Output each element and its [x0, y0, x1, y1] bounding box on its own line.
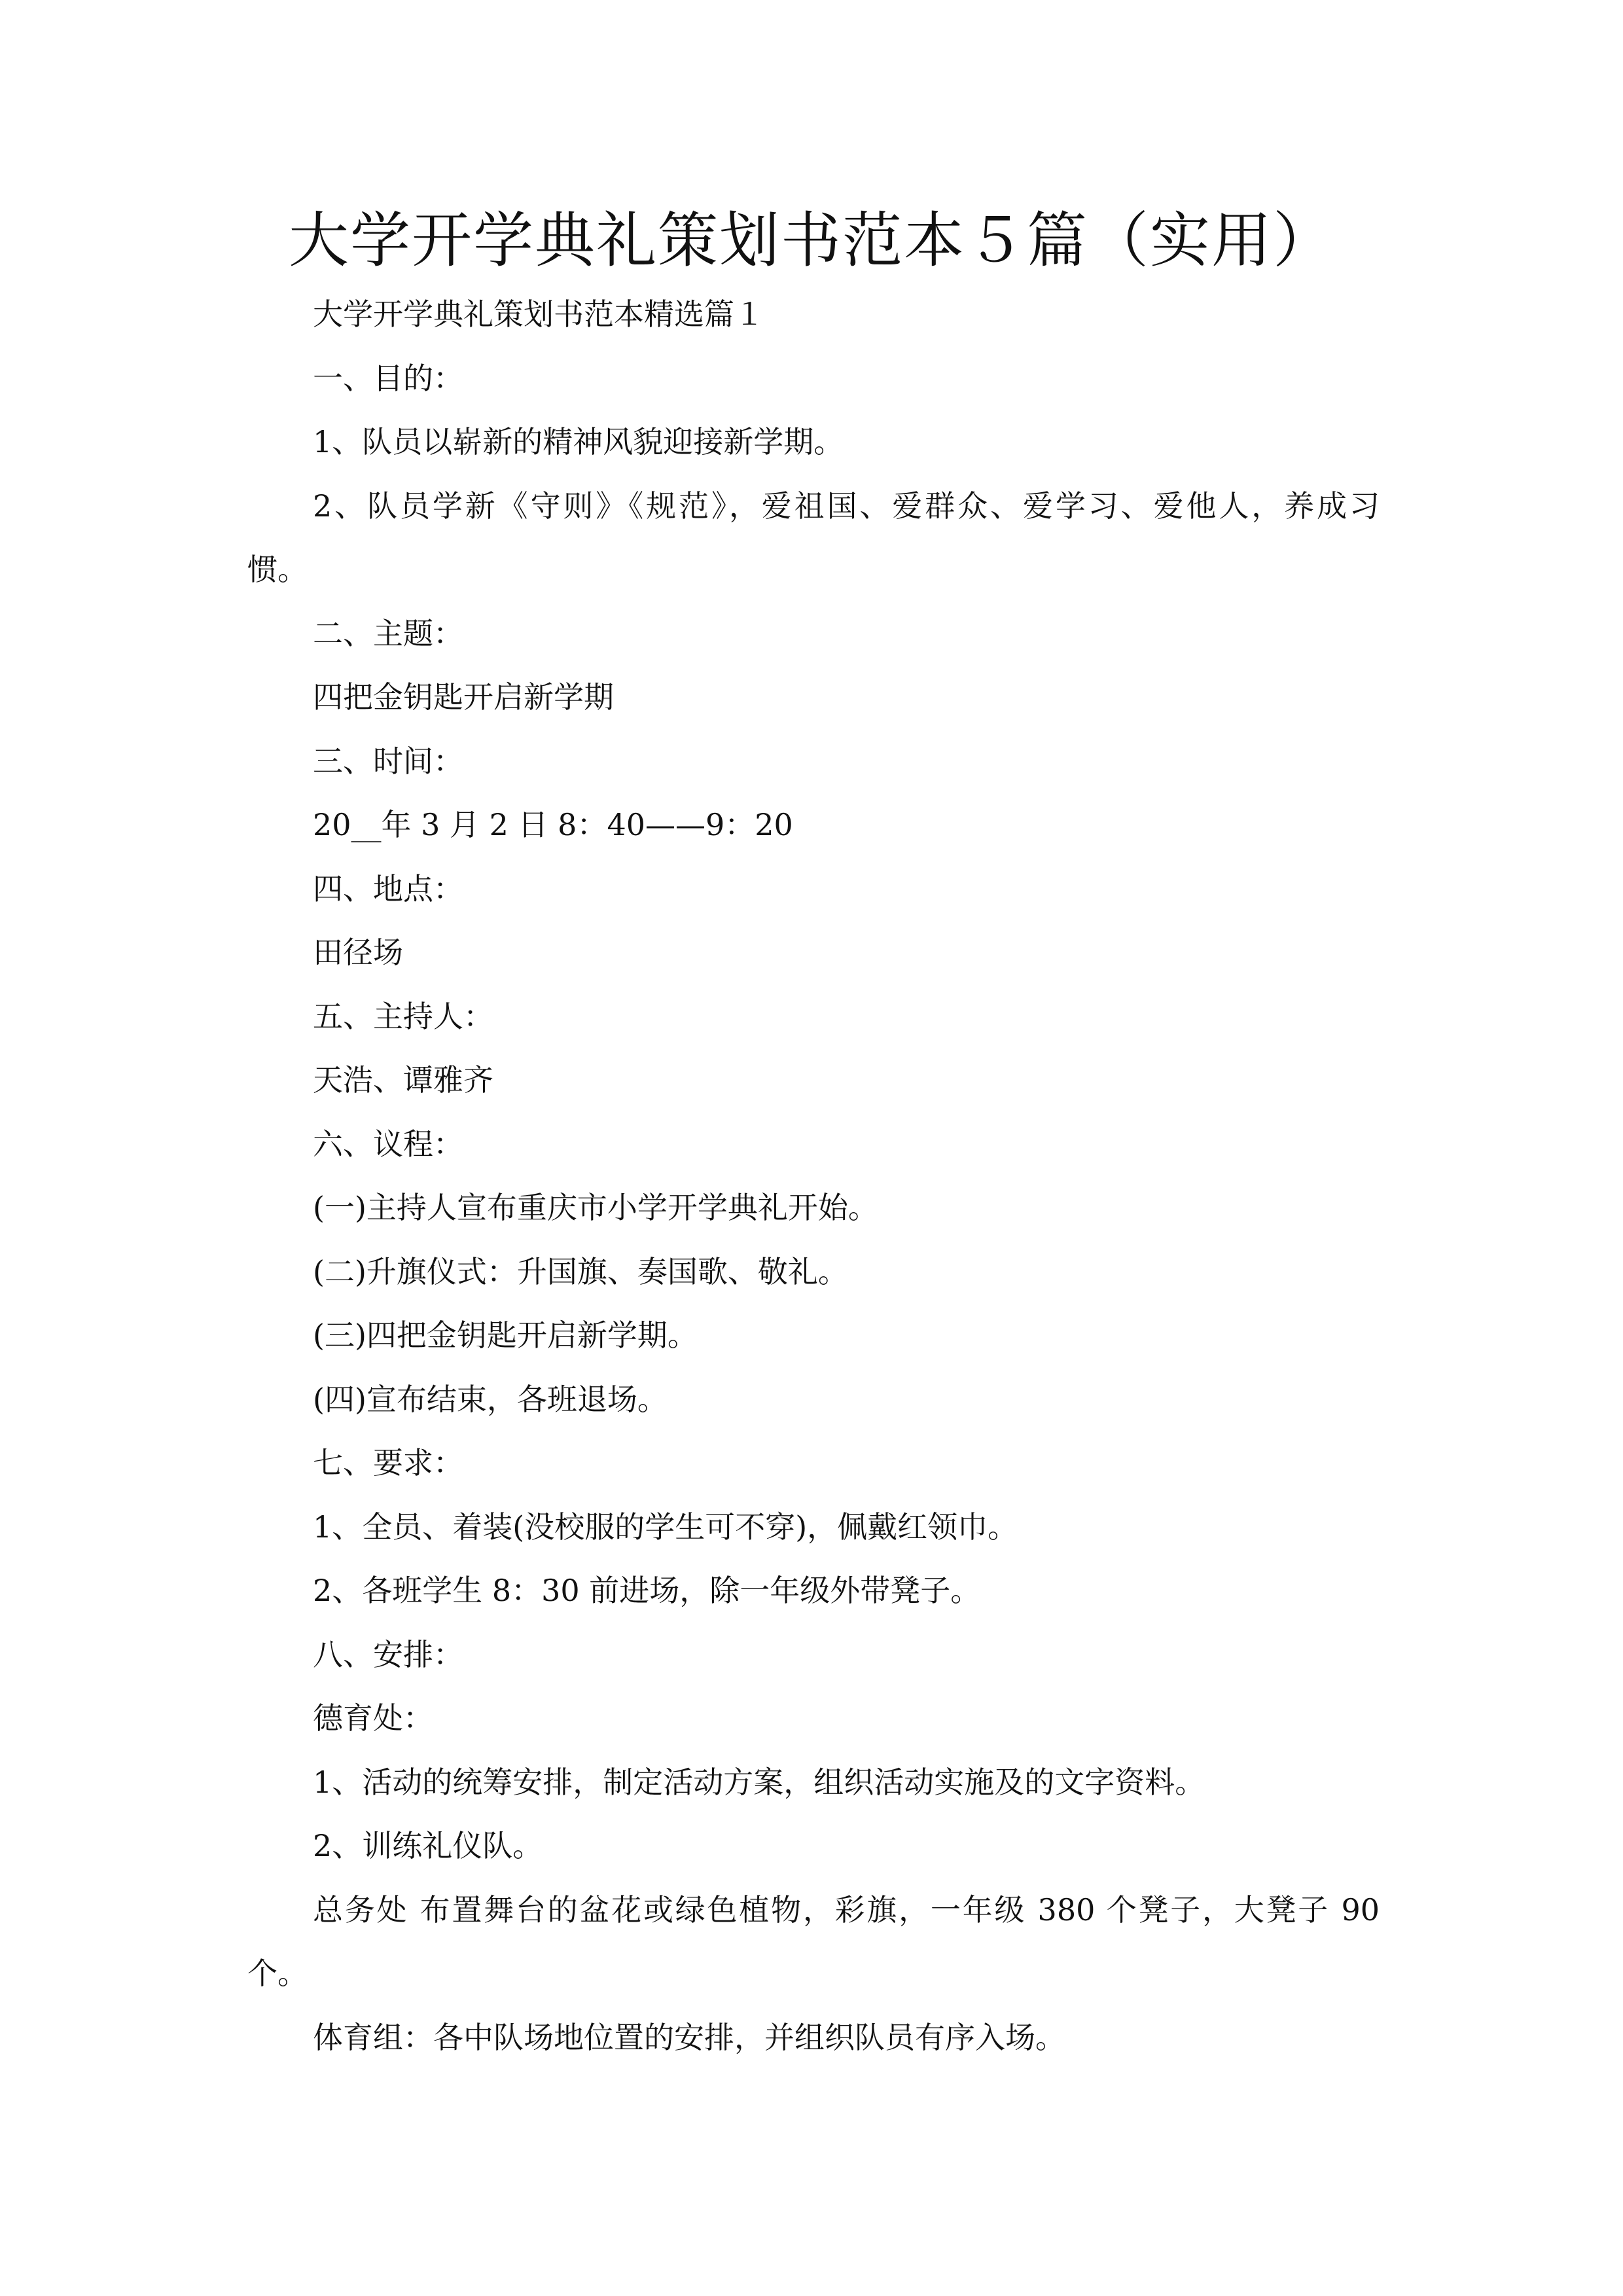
paragraph-line: 总务处 布置舞台的盆花或绿色植物，彩旗，一年级 380 个凳子，大凳子 90	[313, 1892, 1380, 1928]
paragraph-line: 1、队员以崭新的精神风貌迎接新学期。	[313, 424, 844, 459]
paragraph-line: 2、各班学生 8：30 前进场，除一年级外带凳子。	[313, 1573, 981, 1608]
paragraph-line: 田径场	[313, 935, 403, 970]
paragraph-line: (三)四把金钥匙开启新学期。	[313, 1318, 698, 1353]
paragraph-line: 2、队员学新《守则》《规范》，爱祖国、爱群众、爱学习、爱他人，养成习	[313, 488, 1380, 524]
paragraph-line: (一)主持人宣布重庆市小学开学典礼开始。	[313, 1190, 878, 1225]
paragraph-line: 一、目的：	[313, 360, 463, 396]
paragraph-line: 2、训练礼仪队。	[313, 1828, 543, 1863]
paragraph-line: 七、要求：	[313, 1445, 463, 1480]
paragraph-line: 20__年 3 月 2 日 8：40——9：20	[313, 807, 793, 842]
paragraph-line: 德育处：	[313, 1700, 433, 1736]
paragraph-line: 1、全员、着装(没校服的学生可不穿)，佩戴红领巾。	[313, 1509, 1018, 1545]
paragraph-line: 1、活动的统筹安排，制定活动方案，组织活动实施及的文字资料。	[313, 1764, 1205, 1800]
paragraph-line: 四把金钥匙开启新学期	[313, 679, 614, 715]
paragraph-line: (二)升旗仪式：升国旗、奏国歌、敬礼。	[313, 1253, 848, 1289]
paragraph-line: 四、地点：	[313, 870, 463, 906]
document-title: 大学开学典礼策划书范本５篇（实用）	[288, 206, 1334, 276]
paragraph-line: 体育组：各中队场地位置的安排，并组织队员有序入场。	[313, 2019, 1065, 2055]
paragraph-line: 八、安排：	[313, 1636, 463, 1672]
paragraph-line: 个。	[247, 1956, 308, 1991]
paragraph-line: 三、时间：	[313, 743, 463, 779]
paragraph-line: 二、主题：	[313, 615, 463, 651]
paragraph-line: (四)宣布结束，各班退场。	[313, 1381, 668, 1417]
paragraph-line: 天浩、谭雅齐	[313, 1062, 493, 1098]
section-heading: 大学开学典礼策划书范本精选篇１	[313, 296, 764, 332]
document-body	[247, 283, 1380, 2070]
paragraph-line: 六、议程：	[313, 1126, 463, 1162]
paragraph-line: 五、主持人：	[313, 998, 493, 1034]
paragraph-line: 惯。	[247, 552, 308, 587]
